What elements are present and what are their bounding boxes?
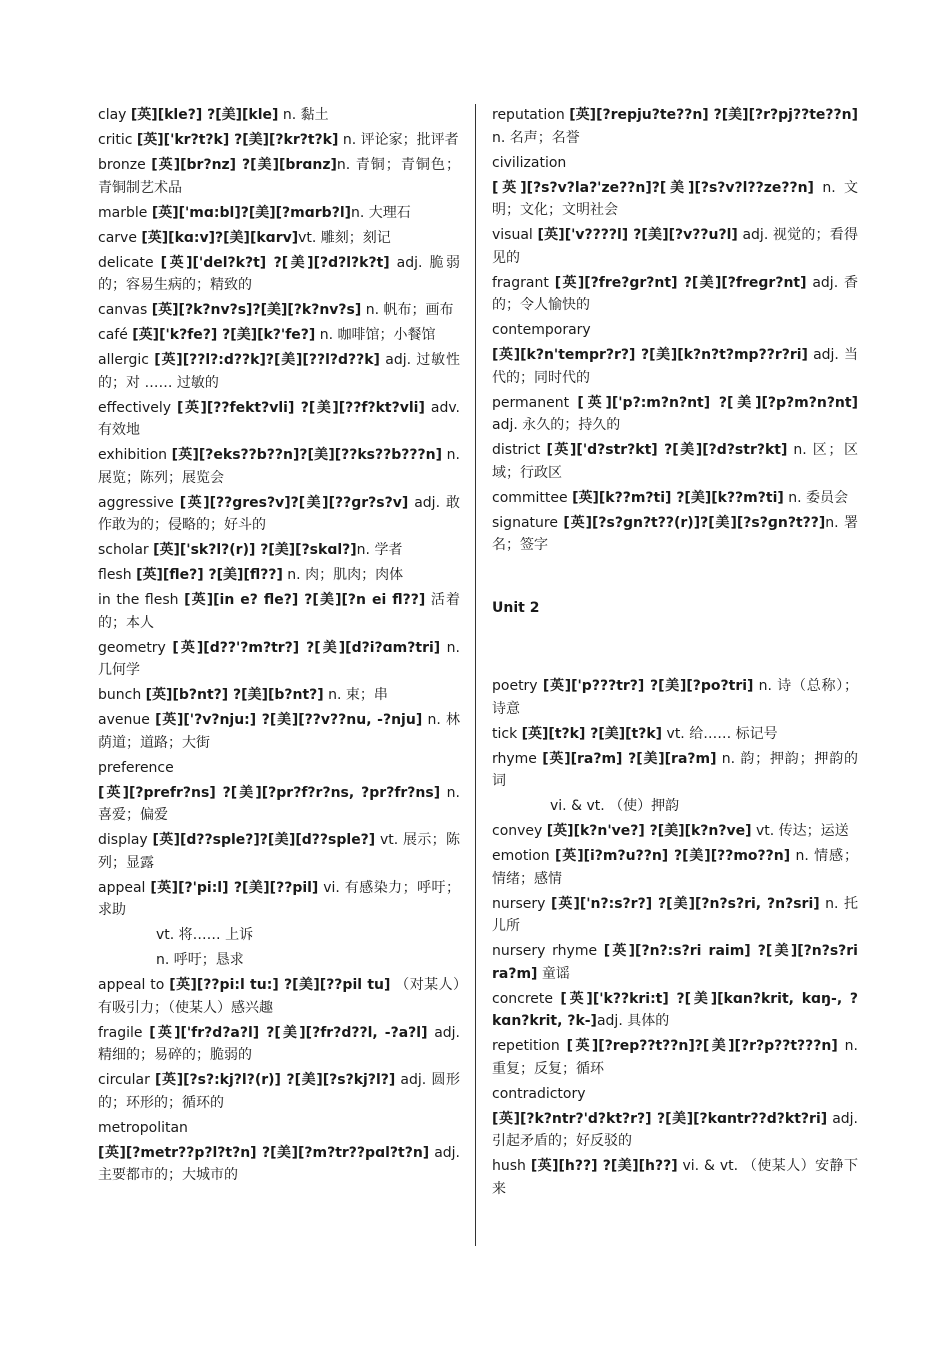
vocab-entry	[492, 104, 858, 149]
entry-text: poetry	[492, 678, 543, 694]
entry-text: n. 束；串	[323, 687, 388, 703]
entry-text: vt. 给…… 标记号	[662, 725, 778, 742]
entry-text: vi. & vt. （使）押韵	[550, 798, 680, 814]
phonetic-text: [英][??l?:d??k]?[美][??l?d??k]	[154, 352, 380, 368]
vocab-entry	[98, 104, 460, 127]
vocab-entry	[98, 974, 460, 1019]
entry-text: marble	[98, 204, 152, 221]
phonetic-text: [英]['mɑ:bl]?[美][?mɑrb?l]	[151, 204, 352, 221]
entry-text: n. 肉；肌肉；肉体	[282, 567, 404, 583]
entry-text: in the flesh	[98, 592, 185, 608]
entry-text: emotion	[492, 848, 555, 864]
vocab-entry	[492, 224, 858, 269]
entry-text: n. 文明；文化；文明社会	[492, 179, 858, 218]
phonetic-text: [英][?k?ntr?'d?kt?r?] ?[美][?kɑntr??d?kt?ri]	[492, 1110, 828, 1127]
entry-text: adj. 具体的	[596, 1013, 670, 1029]
entry-text: canvas	[98, 302, 152, 318]
entry-text: fragile	[98, 1024, 150, 1041]
entry-text: n. 委员会	[783, 489, 849, 506]
entry-text: clay	[98, 107, 131, 123]
entry-text: contemporary	[492, 322, 591, 338]
vocab-entry	[98, 397, 460, 442]
vocab-entry	[492, 988, 858, 1033]
entry-text: Unit 2	[492, 599, 540, 616]
vocab-entry	[98, 684, 460, 707]
entry-text: adj. 脆弱的；容易生病的；精致的	[98, 254, 461, 293]
phonetic-text: [英][br?nz] ?[美][brɑnz]	[151, 157, 337, 173]
vocab-entry	[492, 940, 858, 985]
vocab-entry	[492, 392, 858, 437]
phonetic-text: [英][t?k] ?[美][t?k]	[521, 725, 663, 742]
left-column	[98, 104, 460, 1189]
entry-text: concrete	[492, 990, 561, 1007]
entry-text: bunch	[98, 687, 146, 703]
phonetic-text: [英]['p?:m?n?nt] ?[美][?p?m?n?nt]	[577, 394, 858, 411]
entry-text: n. 呼吁；恳求	[156, 952, 244, 968]
vocab-entry	[492, 723, 858, 746]
vocab-entry	[98, 129, 460, 152]
vocab-entry	[98, 1069, 460, 1114]
entry-text: committee	[492, 489, 573, 506]
entry-text: metropolitan	[98, 1119, 188, 1136]
entry-text: contradictory	[492, 1085, 586, 1102]
entry-text: n. 林荫道；道路；大街	[98, 712, 460, 751]
entry-text: effectively	[98, 399, 178, 416]
vocab-entry	[98, 252, 460, 297]
vocab-entry	[98, 589, 460, 634]
vocab-entry	[492, 795, 858, 818]
phonetic-text: [英]['del?k?t] ?[美][?d?l?k?t]	[160, 254, 390, 271]
entry-text: n. 区；区域；行政区	[492, 442, 858, 481]
vocab-entry	[98, 492, 460, 537]
vocab-entry	[98, 757, 460, 780]
entry-text: nursery	[492, 895, 551, 912]
entry-text: rhyme	[492, 750, 543, 767]
entry-text: appeal	[98, 879, 151, 896]
entry-text: vt. 雕刻；刻记	[298, 229, 391, 246]
phonetic-text: [英][in e? fle?] ?[美][?n ei fl??]	[184, 592, 426, 608]
vocab-entry	[98, 324, 460, 347]
phonetic-text: [英][fle?] ?[美][fl??]	[136, 567, 283, 583]
entry-text: scholar	[98, 542, 154, 558]
entry-text: adj. 过敏性的；对 …… 过敏的	[98, 352, 461, 391]
phonetic-text: [英][kle?] ?[美][kle]	[130, 107, 279, 123]
vocab-entry	[98, 924, 460, 947]
entry-text: repetition	[492, 1038, 567, 1054]
vocab-entry	[492, 177, 858, 222]
phonetic-text: [英]['sk?l?(r)] ?[美][?skɑl?]	[153, 542, 357, 558]
entry-text: tick	[492, 725, 522, 742]
phonetic-text: [英]['?v?nju:] ?[美][??v??nu, -?nju]	[155, 712, 423, 728]
vocab-entry	[492, 893, 858, 938]
entry-text: n. 名声；名誉	[492, 129, 580, 146]
vocab-entry	[98, 637, 460, 682]
entry-text: n. 署名；签字	[492, 514, 858, 553]
entry-text: n. 学者	[356, 542, 403, 558]
phonetic-text: [英][h??] ?[美][h??]	[530, 1158, 678, 1174]
entry-text: n. 喜爱；偏爱	[98, 784, 460, 823]
vocab-entry	[492, 319, 858, 342]
phonetic-text: [英][k?n'tempr?r?] ?[美][k?n?t?mp??r?ri]	[492, 347, 808, 363]
vocab-entry	[98, 709, 460, 754]
entry-text: permanent	[492, 394, 578, 411]
entry-text: carve	[98, 229, 142, 246]
entry-text: adj. 主要都市的；大城市的	[98, 1144, 461, 1183]
entry-text: aggressive	[98, 494, 180, 511]
vocab-entry	[98, 877, 460, 922]
entry-text: convey	[492, 823, 547, 839]
phonetic-text: [英][k?n've?] ?[美][k?n?ve]	[546, 823, 752, 839]
phonetic-text: [英][?eks??b??n]?[美][??ks??b???n]	[171, 447, 443, 463]
entry-text: avenue	[98, 712, 156, 728]
entry-text: adv. 有效地	[98, 399, 460, 438]
phonetic-text: [英]['k??kri:t] ?[美][kɑn?krit, kɑŋ-, ?kɑn?krit, ?k-]	[492, 990, 858, 1029]
entry-text: delicate	[98, 254, 161, 271]
phonetic-text: [英]['k?fe?] ?[美][k?'fe?]	[132, 327, 316, 343]
vocab-entry	[492, 1108, 858, 1153]
entry-text: vt. 传达；运送	[751, 823, 849, 839]
entry-text: n. 几何学	[98, 639, 461, 678]
phonetic-text: [英]['d?str?kt] ?[美][?d?str?kt]	[546, 442, 788, 458]
entry-text: allergic	[98, 352, 155, 368]
entry-text: appeal to	[98, 977, 170, 993]
vocab-entry	[98, 444, 460, 489]
entry-text: n. 帆布；画布	[361, 302, 454, 318]
entry-text: n. 评论家；批评者	[338, 132, 459, 148]
entry-text: n. 重复；反复；循环	[492, 1038, 858, 1077]
phonetic-text: [英]['p???tr?] ?[美][?po?tri]	[542, 678, 754, 694]
entry-text: café	[98, 327, 133, 343]
entry-text: hush	[492, 1158, 531, 1174]
vocab-entry	[98, 564, 460, 587]
entry-text: vi. 有感染力；呼吁；求助	[98, 879, 461, 918]
phonetic-text: [英]['n?:s?r?] ?[美][?n?s?ri, ?n?sri]	[550, 895, 820, 912]
phonetic-text: [英][d??sple?]?[美][d??sple?]	[152, 832, 376, 848]
vocab-entry	[98, 1117, 460, 1140]
phonetic-text: [英][?s?gn?t??(r)]?[美][?s?ɡn?t??]	[563, 514, 826, 531]
entry-text: n. 韵；押韵；押韵的词	[492, 750, 859, 789]
entry-text: vi. & vt. （使某人）安静下来	[492, 1158, 858, 1197]
phonetic-text: [英][??gres?v]?[美][??ɡr?s?v]	[179, 494, 409, 511]
entry-text: n. 黏土	[278, 107, 329, 123]
vocab-entry	[492, 1155, 858, 1200]
phonetic-text: [英][b?nt?] ?[美][b?nt?]	[145, 687, 324, 703]
phonetic-text: [英][?s?v?la?'ze??n]?[美][?s?v?l??ze??n]	[492, 179, 814, 196]
entry-text: geometry	[98, 639, 173, 656]
phonetic-text: [英][?rep??t??n]?[美][?r?p??t???n]	[566, 1038, 838, 1054]
entry-text: visual	[492, 227, 538, 243]
vocab-entry	[98, 539, 460, 562]
vocab-entry	[492, 512, 858, 557]
entry-text: district	[492, 442, 547, 458]
entry-text: n. 青铜；青铜色；青铜制艺术品	[98, 157, 460, 196]
entry-text: （对某人）有吸引力；（使某人）感兴趣	[98, 977, 461, 1016]
entry-text: n. 大理石	[351, 204, 411, 221]
phonetic-text: [英][k??m?ti] ?[美][k??m?ti]	[572, 489, 784, 506]
phonetic-text: [英]['v????l] ?[美][?v??u?l]	[537, 227, 738, 243]
vocab-entry	[98, 349, 460, 394]
entry-text: nursery rhyme	[492, 943, 604, 959]
vocab-entry	[98, 299, 460, 322]
entry-text: signature	[492, 514, 564, 531]
right-column	[492, 104, 858, 1203]
phonetic-text: [英][?n?:s?ri raim] ?[美][?n?s?ri ra?m]	[492, 943, 858, 982]
vocab-entry	[492, 487, 858, 510]
entry-text: adj. 视觉的；看得见的	[492, 227, 858, 266]
vocab-entry	[492, 845, 858, 890]
phonetic-text: [英][i?m?u??n] ?[美][??mo??n]	[555, 848, 791, 864]
phonetic-text: [英][??fekt?vli] ?[美][??f?kt?vli]	[177, 399, 425, 416]
phonetic-text: [英][?s?:kj?l?(r)] ?[美][?s?kj?l?]	[154, 1072, 396, 1088]
vocab-entry	[492, 820, 858, 843]
entry-text: 童谣	[537, 965, 570, 982]
entry-text: n. 咖啡馆；小餐馆	[315, 327, 436, 343]
vocab-entry	[98, 227, 460, 250]
phonetic-text: [英]['fr?d?a?l] ?[美][?fr?d??l, -?a?l]	[149, 1024, 428, 1041]
column-divider	[475, 104, 476, 1246]
phonetic-text: [英]['kr?t?k] ?[美][?kr?t?k]	[136, 132, 339, 148]
vocab-entry	[98, 829, 460, 874]
phonetic-text: [英][?repju?te??n] ?[美][?r?pj??te??n]	[569, 107, 858, 123]
vocab-entry	[492, 1083, 858, 1106]
unit-heading	[492, 597, 858, 620]
entry-text: preference	[98, 759, 174, 776]
entry-text: vt. 将…… 上诉	[156, 927, 254, 943]
entry-text: 活着的；本人	[98, 592, 461, 631]
entry-text: circular	[98, 1072, 155, 1088]
entry-text: adj. 圆形的；环形的；循环的	[98, 1072, 461, 1111]
phonetic-text: [英][kɑ:v]?[美][kɑrv]	[141, 229, 299, 246]
entry-text: n. 展览；陈列；展览会	[98, 447, 460, 486]
entry-text: adj. 敢作敢为的；侵略的；好斗的	[98, 494, 460, 533]
entry-text: adj. 永久的；持久的	[492, 417, 621, 433]
phonetic-text: [英][d??'?m?tr?] ?[美][d?i?ɑm?tri]	[172, 639, 441, 656]
vocab-entry	[492, 1035, 858, 1080]
vocab-entry	[98, 154, 460, 199]
entry-text: exhibition	[98, 447, 172, 463]
entry-text: adj. 精细的；易碎的；脆弱的	[98, 1024, 461, 1063]
entry-text: vt. 展示；陈列；显露	[98, 832, 461, 871]
vocab-entry	[492, 675, 858, 720]
vocab-entry	[492, 272, 858, 317]
vocab-entry	[492, 748, 858, 793]
phonetic-text: [英][??pi:l tu:] ?[美][??pil tu]	[169, 977, 391, 993]
entry-text: adj. 当代的；同时代的	[492, 347, 858, 386]
entry-text: fragrant	[492, 274, 555, 291]
entry-text: display	[98, 832, 153, 848]
phonetic-text: [英][?fre?gr?nt] ?[美][?freɡr?nt]	[554, 274, 807, 291]
entry-text: n. 诗（总称）；诗意	[492, 678, 858, 717]
vocab-entry	[98, 1022, 460, 1067]
entry-text: bronze	[98, 157, 152, 173]
entry-text: civilization	[492, 154, 567, 171]
entry-text: n. 情感；情绪；感情	[492, 848, 858, 887]
entry-text: reputation	[492, 107, 570, 123]
vocab-entry	[98, 782, 460, 827]
phonetic-text: [英][?'pi:l] ?[美][??pil]	[150, 879, 319, 896]
phonetic-text: [英][?k?nv?s]?[美][?k?nv?s]	[151, 302, 362, 318]
vocab-entry	[98, 1142, 460, 1187]
vocab-entry	[492, 152, 858, 175]
phonetic-text: [英][?metr??p?l?t?n] ?[美][?m?tr??pɑl?t?n]	[98, 1144, 430, 1161]
vocab-entry	[98, 202, 460, 225]
phonetic-text: [英][?prefr?ns] ?[美][?pr?f?r?ns, ?pr?fr?ns]	[98, 784, 441, 801]
phonetic-text: [英][ra?m] ?[美][ra?m]	[542, 750, 717, 767]
entry-text: adj. 香的；令人愉快的	[492, 274, 858, 313]
entry-text: critic	[98, 132, 137, 148]
vocab-entry	[492, 344, 858, 389]
vocab-entry	[492, 439, 858, 484]
entry-text: n. 托儿所	[492, 895, 858, 934]
entry-text: flesh	[98, 567, 137, 583]
vocab-entry	[98, 949, 460, 972]
entry-text: adj. 引起矛盾的；好反驳的	[492, 1110, 858, 1149]
